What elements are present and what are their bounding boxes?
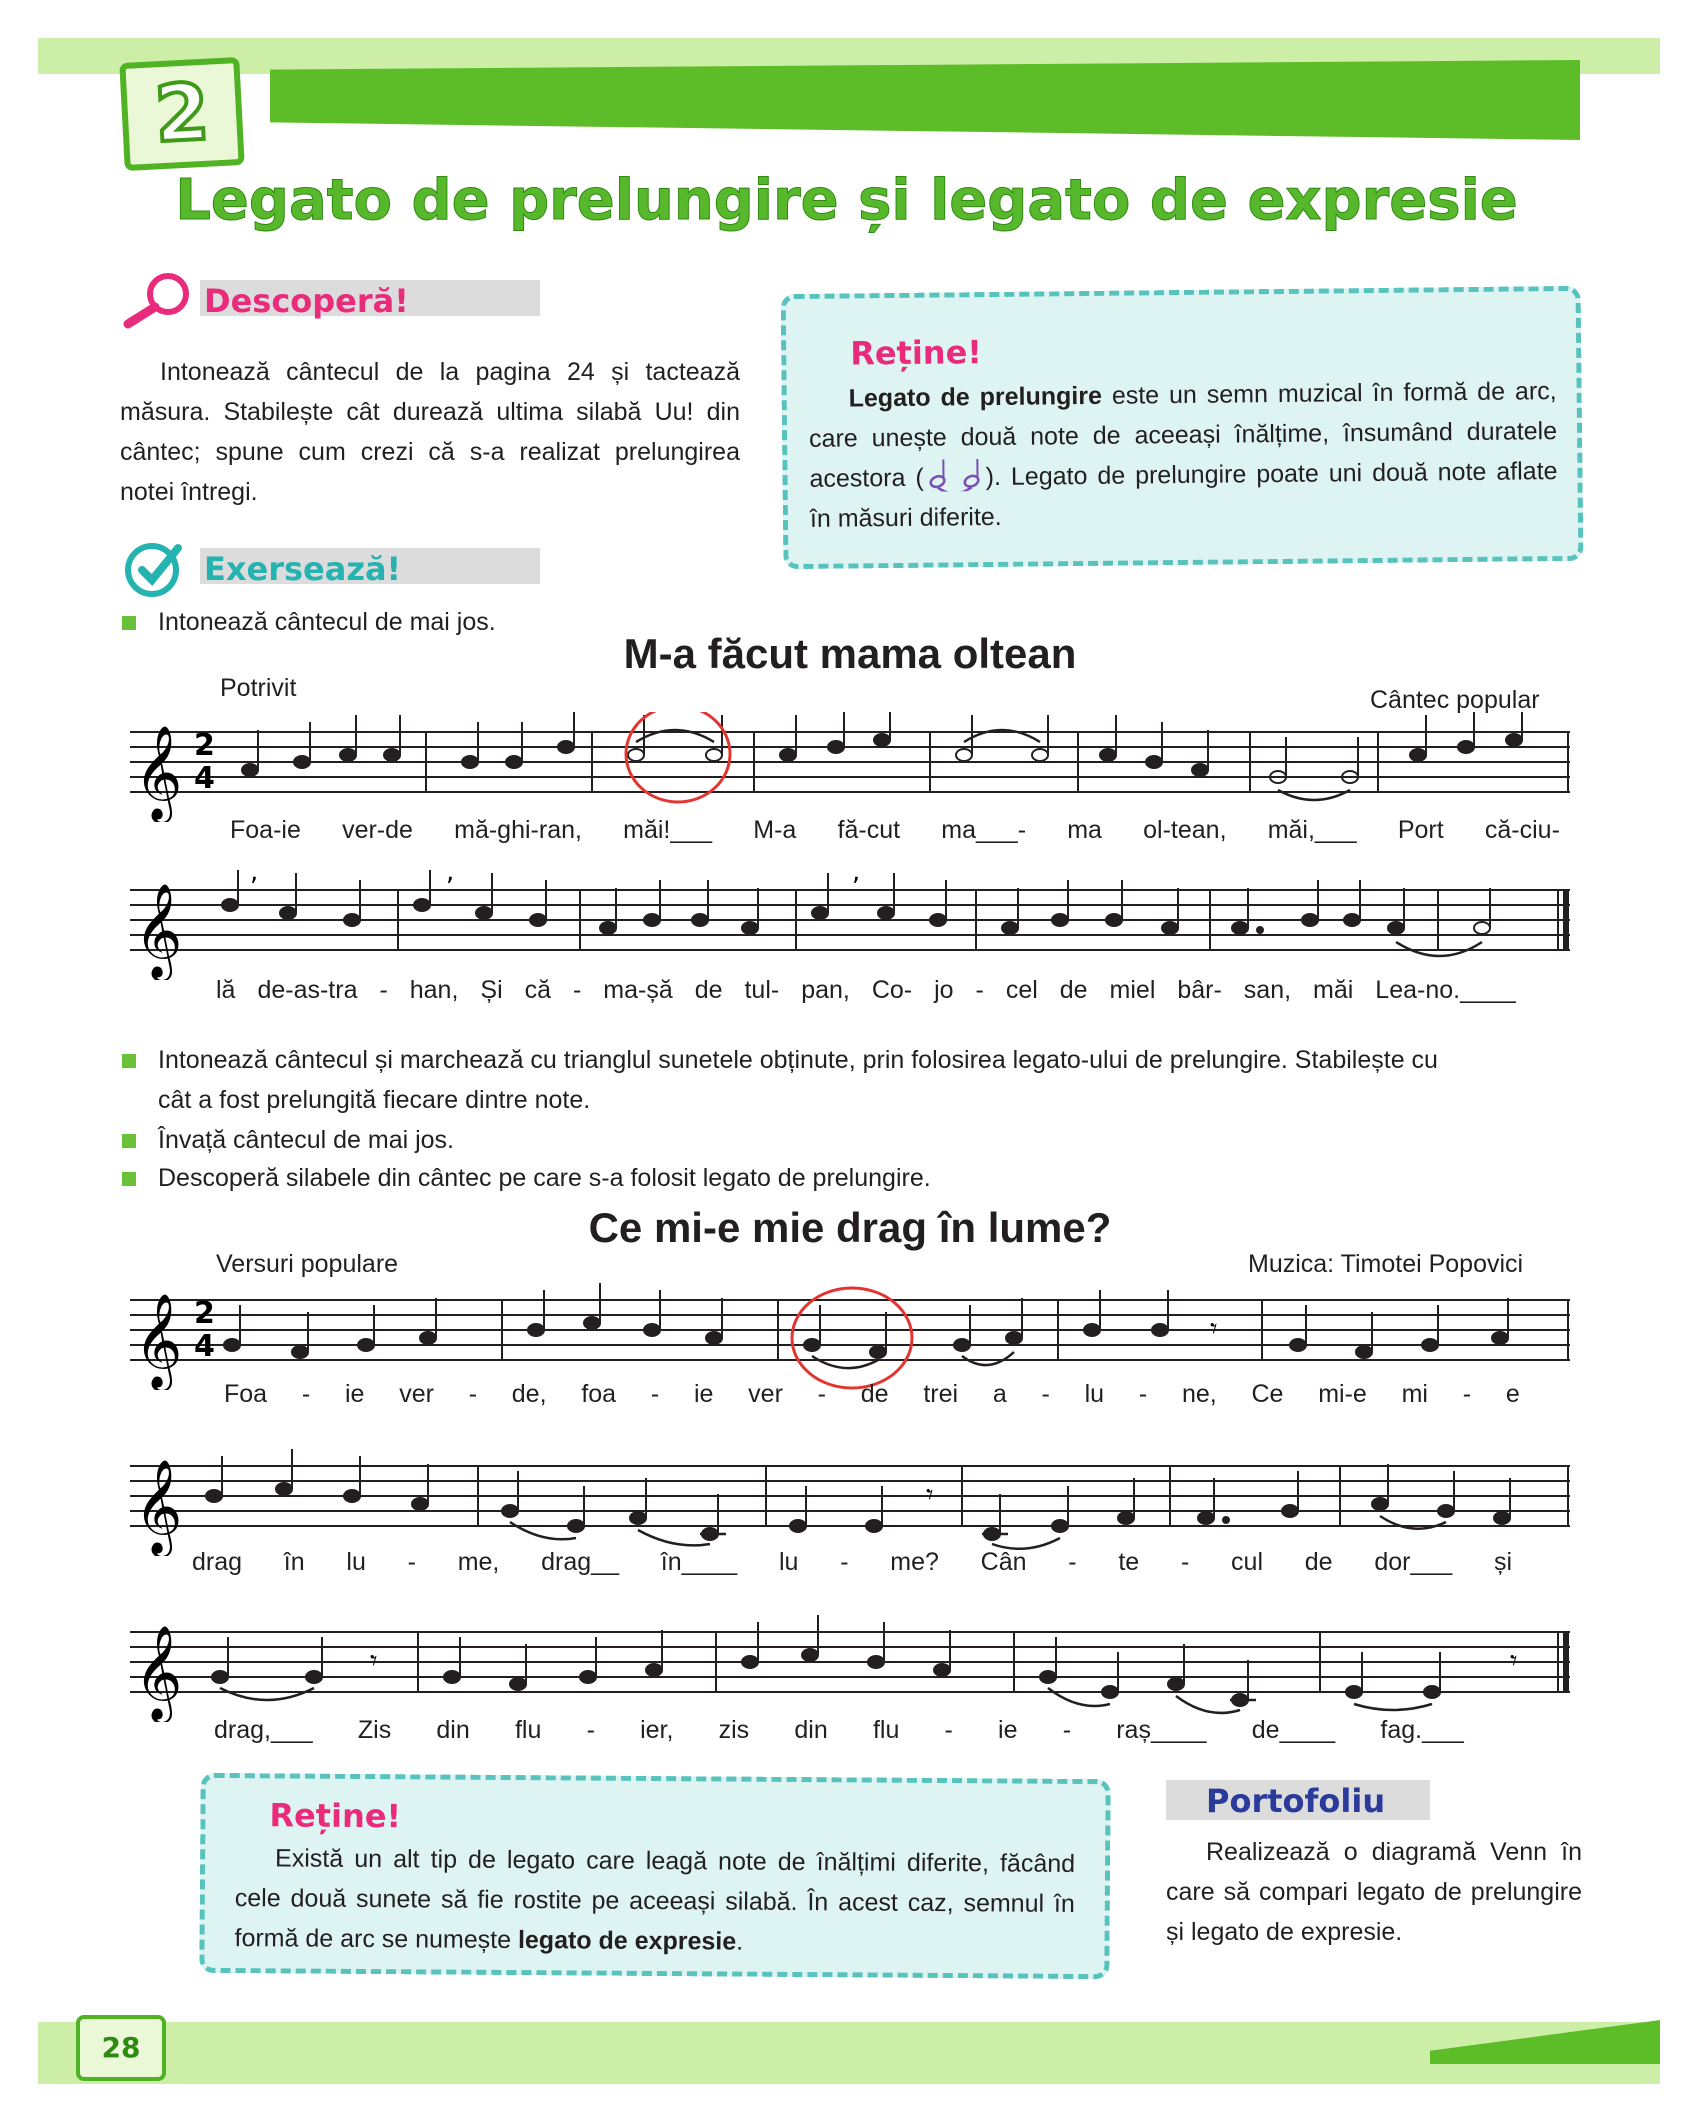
lyric: e [1505, 1380, 1520, 1408]
song1-source: Cântec popular [1370, 686, 1540, 714]
lyric: de [694, 976, 723, 1004]
lyric: Lea-no.____ [1375, 976, 1516, 1004]
lyric: san, [1243, 976, 1292, 1004]
lyric: cel [1005, 976, 1038, 1004]
lyric: mă-ghi-ran, [454, 816, 582, 844]
lyric: ie [344, 1380, 365, 1408]
song1-staff-1 [130, 712, 1570, 822]
time-signature-1 [192, 722, 222, 802]
bullet-1 [122, 616, 136, 630]
lyric: ver [399, 1380, 434, 1408]
header-stripe [270, 60, 1580, 140]
lyric: ie [693, 1380, 714, 1408]
song1-staff-2 [130, 870, 1570, 980]
svg-text:,: , [250, 870, 259, 887]
lyric: - [301, 1380, 311, 1408]
lyric: Ce [1251, 1380, 1284, 1408]
song1-lyrics-2 [216, 976, 1516, 1005]
remember-text-2 [234, 1838, 1075, 1964]
song2-notes-1 [224, 1283, 1508, 1358]
lyric: din [794, 1716, 828, 1744]
lyric: zis [718, 1716, 750, 1744]
lyric: că [524, 976, 551, 1004]
lyric: Foa [224, 1380, 268, 1408]
page-title: Legato de prelungire și legato de expresie [175, 168, 1518, 233]
discover-heading: Descoperă! [204, 282, 409, 320]
lyric: me? [890, 1548, 939, 1576]
lyric: Cân [980, 1548, 1027, 1576]
legato-expresie-term: legato de expresie [517, 1926, 737, 1956]
treble-clef-icon: 𝄞 [134, 725, 183, 820]
exercise-item-2: Intonează cântecul și marchează cu trianglul sunetele obținute, prin folosirea legato-ului de prelungire. Stabilește cu cât a fost prelungită fiecare dintre note. [158, 1046, 1438, 1114]
highlight-circle-1 [626, 712, 730, 802]
chapter-number: 2 [119, 57, 244, 171]
lyric: lu [778, 1548, 799, 1576]
highlight-circle-2 [792, 1288, 912, 1388]
lyric: - [379, 976, 388, 1004]
lyric: mi-e [1318, 1380, 1367, 1408]
lyric: în____ [660, 1548, 738, 1576]
lyric: Foa-ie [230, 816, 301, 844]
lyric: - [840, 1548, 849, 1576]
lyric: - [468, 1380, 478, 1408]
lyric: ma-șă [603, 976, 673, 1004]
lyric: jo [934, 976, 954, 1004]
song1-title: M-a făcut mama oltean [623, 630, 1077, 677]
exercise-item-1: Intonează cântecul de mai jos. [158, 608, 496, 636]
treble-clef-icon: 𝄞 [134, 1459, 183, 1554]
lyric: măi!___ [623, 816, 713, 844]
svg-text:𝄾: 𝄾 [1510, 1644, 1518, 1677]
lyric: foa [581, 1380, 617, 1408]
lyric: Și [480, 976, 503, 1004]
lyric: - [1062, 1716, 1072, 1744]
lyric: de [860, 1380, 889, 1408]
lyric: raș____ [1116, 1716, 1207, 1744]
lyric: drag,___ [214, 1716, 313, 1744]
lyric: lu [346, 1548, 366, 1576]
lyric: că-ciu- [1484, 816, 1560, 844]
lyric: ne, [1181, 1380, 1217, 1408]
song2-title: Ce mi-e mie drag în lume? [588, 1204, 1112, 1251]
lyric: Co- [871, 976, 913, 1004]
lyric: de____ [1251, 1716, 1336, 1744]
lyric: te [1118, 1548, 1140, 1576]
song2-lyrics-1 [224, 1380, 1520, 1409]
remember-heading-1: Reține! [850, 333, 983, 373]
lyric: de [1304, 1548, 1333, 1576]
lyric: măi,___ [1267, 816, 1357, 844]
lyric: ie [998, 1716, 1018, 1744]
lyric: drag__ [541, 1548, 619, 1576]
lyric: în [283, 1548, 305, 1576]
remember-text-1b: ). Legato de prelungire poate uni două note aflate în măsuri diferite. [809, 457, 1558, 533]
bullet-4 [122, 1172, 136, 1186]
lyric: M-a [753, 816, 797, 844]
lyric: măi [1313, 976, 1354, 1004]
tied-half-notes-icon [923, 457, 985, 492]
lyric: trei [923, 1380, 959, 1408]
lyric: bâr- [1177, 976, 1222, 1004]
lyric: han, [409, 976, 459, 1004]
lyric: fă-cut [837, 816, 901, 844]
lyric: ma___- [941, 816, 1027, 844]
portfolio-text: Realizează o diagramă Venn în care să compari legato de prelungire și legato de expresie. [1166, 1838, 1582, 1946]
lyric: ol-tean, [1143, 816, 1227, 844]
lyric: - [944, 1716, 953, 1744]
exercise-item-3: Învață cântecul de mai jos. [158, 1126, 454, 1154]
lyric: - [1041, 1380, 1050, 1408]
song1-lyrics-1 [230, 816, 1560, 845]
remember-text-1 [808, 371, 1558, 539]
lyric: ier, [640, 1716, 674, 1744]
bottom-band [38, 2022, 1660, 2084]
treble-clef-icon: 𝄞 [134, 1293, 183, 1388]
lyric: pan, [801, 976, 850, 1004]
lyric: - [407, 1548, 416, 1576]
song2-lyrics-by: Versuri populare [216, 1250, 399, 1278]
svg-text:2: 2 [194, 1296, 215, 1331]
song2-lyrics-3 [214, 1716, 1464, 1745]
page-number: 28 [76, 2015, 166, 2081]
lyric: me, [457, 1548, 500, 1576]
treble-clef-icon: 𝄞 [134, 883, 183, 978]
song2-staff-2 [130, 1446, 1570, 1556]
song1-tempo: Potrivit [220, 674, 297, 702]
lyric: flu [514, 1716, 542, 1744]
lyric: - [650, 1380, 660, 1408]
lyric: lă [216, 976, 236, 1004]
remember-text-1a: este un semn muzical în formă de arc, care unește două note de aceeași înălțime, însumând duratele acestora ( [808, 377, 1558, 493]
remember-heading-2: Reține! [269, 1796, 402, 1836]
portfolio-heading: Portofoliu [1206, 1782, 1386, 1820]
lyric: drag [192, 1548, 243, 1576]
svg-text:4: 4 [194, 761, 215, 796]
bullet-3 [122, 1134, 136, 1148]
lyric: - [586, 1716, 595, 1744]
lyric: din [436, 1716, 470, 1744]
lyric: - [572, 976, 582, 1004]
remember-box-1 [781, 286, 1584, 569]
treble-clef-icon: 𝄞 [134, 1625, 183, 1720]
svg-text:2: 2 [194, 728, 215, 763]
legato-prelungire-term: Legato de prelungire [848, 381, 1103, 413]
lyric: miel [1109, 976, 1156, 1004]
lyric: Port [1397, 816, 1444, 844]
rest-icon: 𝄾 [1210, 1312, 1218, 1345]
lyric: mi [1401, 1380, 1428, 1408]
remember-box-2 [199, 1773, 1110, 1979]
svg-text:,: , [446, 870, 455, 887]
lyric: de-as-tra [257, 976, 358, 1004]
magnifier-icon [120, 272, 200, 332]
song2-staff-1 [130, 1280, 1570, 1390]
lyric: ver-de [342, 816, 413, 844]
lyric: ma [1067, 816, 1102, 844]
lyric: Zis [357, 1716, 392, 1744]
svg-text:𝄾: 𝄾 [370, 1644, 378, 1677]
lyric: - [1462, 1380, 1472, 1408]
lyric: - [1138, 1380, 1148, 1408]
lyric: tul- [744, 976, 780, 1004]
lyric: de [1059, 976, 1088, 1004]
song2-lyrics-2 [192, 1548, 1512, 1577]
song2-music-by: Muzica: Timotei Popovici [1248, 1250, 1524, 1278]
svg-text:𝄾: 𝄾 [926, 1478, 934, 1511]
lyric: cul [1231, 1548, 1264, 1576]
lyric: - [1180, 1548, 1190, 1576]
lyric: de, [511, 1380, 547, 1408]
exercise-item-4: Descoperă silabele din cântec pe care s-a folosit legato de prelungire. [158, 1164, 931, 1192]
song2-staff-3 [130, 1612, 1570, 1722]
lyric: ver [748, 1380, 783, 1408]
song1-ties-1 [636, 730, 1350, 800]
svg-text:4: 4 [194, 1329, 215, 1364]
lyric: dor___ [1374, 1548, 1453, 1576]
lyric: fag.___ [1380, 1716, 1464, 1744]
remember-text-2a: Există un alt tip de legato care leagă note de înălțimi diferite, făcând cele două sunete să fie rostite pe aceeași silabă. În acest caz, semnul în formă de arc se numește [234, 1844, 1076, 1955]
lyric: flu [872, 1716, 900, 1744]
time-signature-2 [192, 1290, 222, 1370]
lyric: - [817, 1380, 826, 1408]
lyric: - [975, 976, 984, 1004]
pencil-check-icon [120, 540, 190, 600]
discover-text: Intonează cântecul de la pagina 24 și tactează măsura. Stabilește cât durează ultima silabă Uu! din cântec; spune cum crezi că s-a realizat prelungirea notei întregi. [120, 358, 740, 506]
lyric: lu [1084, 1380, 1105, 1408]
lyric: și [1493, 1548, 1512, 1576]
lyric: a [992, 1380, 1007, 1408]
bullet-2 [122, 1054, 136, 1068]
svg-text:,: , [852, 870, 861, 887]
exercise-heading: Exersează! [204, 550, 402, 588]
lyric: - [1068, 1548, 1077, 1576]
remember-text-2b: . [736, 1927, 744, 1956]
